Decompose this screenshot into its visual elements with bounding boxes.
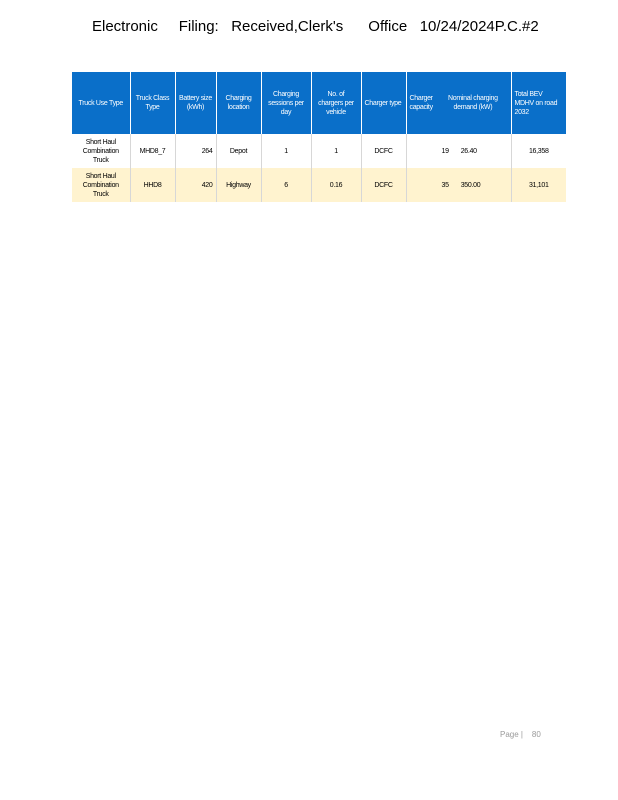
- cell-charging-sessions: 1: [261, 134, 311, 168]
- charging-demand-table: [72, 72, 566, 202]
- cell-battery-size: 264: [175, 134, 216, 168]
- cell-charger-type: DCFC: [361, 168, 406, 202]
- cell-charging-sessions: 6: [261, 168, 311, 202]
- cell-charging-location: Depot: [216, 134, 261, 168]
- cell-capacity-demand: [406, 134, 511, 168]
- cell-charging-location: Highway: [216, 168, 261, 202]
- col-header-total-bev-line1: Total BEV: [514, 90, 543, 98]
- cell-total-bev: 31,101: [511, 168, 566, 202]
- cell-charger-capacity: 35: [441, 181, 449, 189]
- cell-truck-class-type: HHD8: [130, 168, 175, 202]
- cell-charger-type: DCFC: [361, 134, 406, 168]
- cell-capacity-demand: [406, 168, 511, 202]
- col-header-charging-sessions: Charging sessions per day: [261, 72, 311, 134]
- col-header-total-bev-line2: MDHV on road 2032: [514, 99, 558, 116]
- cell-battery-size: 420: [175, 168, 216, 202]
- col-header-chargers-per-vehicle: No. of chargers per vehicle: [311, 72, 361, 134]
- col-header-charger-type: Charger type: [361, 72, 406, 134]
- col-header-truck-class-type: Truck Class Type: [130, 72, 175, 134]
- table-row: [72, 168, 566, 202]
- cell-truck-use-type: Short Haul Combination Truck: [72, 168, 130, 202]
- col-header-charger-capacity: Charger capacity: [409, 95, 433, 111]
- cell-nominal-demand: 26.40: [460, 147, 477, 155]
- cell-nominal-demand: 350.00: [460, 181, 481, 189]
- page-label: Page |: [500, 730, 523, 739]
- col-header-battery-size: Battery size (kWh): [175, 72, 216, 134]
- col-header-charger-capacity-demand: [406, 72, 511, 134]
- table-header-row: [72, 72, 566, 134]
- cell-total-bev: 16,358: [511, 134, 566, 168]
- cell-charger-capacity: 19: [441, 147, 449, 155]
- filing-stamp-header: Electronic Filing: Received,Clerk's Office 10/24/2024P.C.#2: [92, 18, 539, 35]
- table-row: [72, 134, 566, 168]
- cell-chargers-per-vehicle: 0.16: [311, 168, 361, 202]
- col-header-truck-use-type: Truck Use Type: [72, 72, 130, 134]
- col-header-nominal-demand: Nominal charging demand (kW): [448, 95, 498, 111]
- cell-truck-class-type: MHD8_7: [130, 134, 175, 168]
- page-number: 80: [531, 730, 541, 739]
- col-header-charging-location: Charging location: [216, 72, 261, 134]
- page-footer: [500, 730, 541, 739]
- cell-truck-use-type: Short Haul Combination Truck: [72, 134, 130, 168]
- col-header-total-bev: [511, 72, 566, 134]
- cell-chargers-per-vehicle: 1: [311, 134, 361, 168]
